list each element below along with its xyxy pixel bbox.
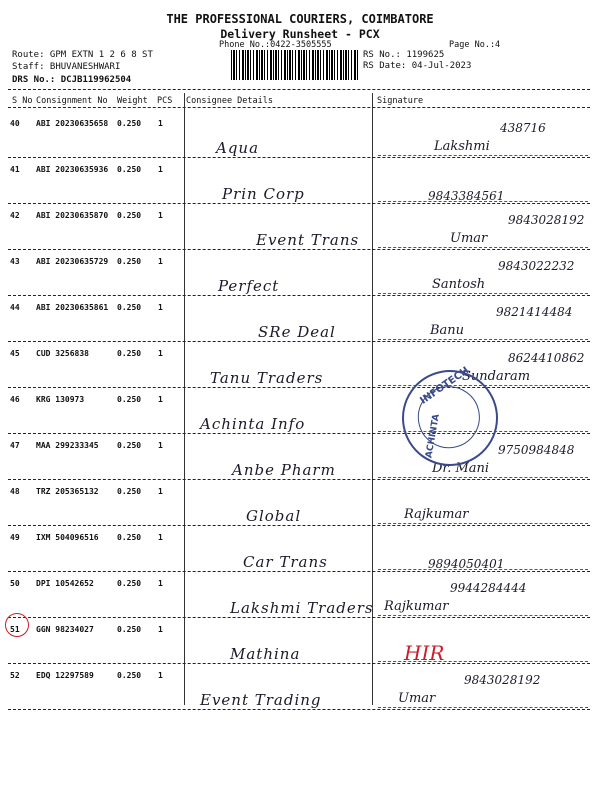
row-phone-handwriting: 9843028192: [464, 673, 541, 687]
row-weight: 0.250: [117, 441, 142, 450]
sheet-title: Delivery Runsheet - PCX: [220, 27, 380, 41]
row-pcs: 1: [158, 487, 163, 496]
row-signature: Banu: [430, 323, 465, 338]
table-row: [0, 299, 600, 345]
row-sno: 48: [10, 487, 20, 496]
row-consignment-no: ABI 20230635870: [36, 211, 109, 220]
signature-line: [378, 339, 588, 340]
row-pcs: 1: [158, 625, 163, 634]
table-row: [0, 483, 600, 529]
row-weight: 0.250: [117, 579, 142, 588]
row-consignee-handwriting: Mathina: [230, 645, 301, 663]
row-divider: [8, 203, 590, 204]
row-consignee-handwriting: Achinta Info: [200, 415, 306, 433]
row-consignee-handwriting: Prin Corp: [222, 185, 305, 203]
row-consignment-no: ABI 20230635729: [36, 257, 109, 266]
signature-line: [378, 569, 588, 570]
row-sno: 44: [10, 303, 20, 312]
row-consignment-no: ABI 20230635658: [36, 119, 109, 128]
row-weight: 0.250: [117, 533, 142, 542]
phone-number: Phone No.:0422-3505555: [219, 40, 332, 50]
row-weight: 0.250: [117, 625, 142, 634]
table-row: [0, 253, 600, 299]
row-weight: 0.250: [117, 671, 142, 680]
row-divider: [8, 387, 590, 388]
row-consignee-handwriting: Perfect: [218, 277, 280, 295]
row-pcs: 1: [158, 671, 163, 680]
row-pcs: 1: [158, 119, 163, 128]
row-consignee-handwriting: Global: [246, 507, 302, 525]
table-row: [0, 621, 600, 667]
row-signature: Sundaram: [462, 369, 531, 384]
row-divider: [8, 433, 590, 434]
row-sno: 51: [10, 625, 20, 634]
rs-date: RS Date: 04-Jul-2023: [363, 61, 472, 71]
signature-line: [378, 293, 588, 294]
col-header-consignee: Consignee Details: [186, 96, 273, 106]
drs-number: DRS No.: DCJB119962504: [12, 75, 132, 85]
row-consignment-no: IXM 504096516: [36, 533, 99, 542]
table-row: [0, 345, 600, 391]
row-divider: [8, 479, 590, 480]
table-row: [0, 575, 600, 621]
row-consignment-no: MAA 299233345: [36, 441, 99, 450]
signature-line: [378, 661, 588, 662]
row-phone-handwriting: 9843022232: [498, 259, 575, 273]
route: Route: GPM EXTN 1 2 6 8 ST: [12, 50, 153, 60]
row-divider: [8, 249, 590, 250]
row-consignee-handwriting: Tanu Traders: [210, 369, 324, 387]
row-pcs: 1: [158, 349, 163, 358]
row-divider: [8, 571, 590, 572]
row-sno: 47: [10, 441, 20, 450]
row-consignee-handwriting: SRe Deal: [258, 323, 336, 341]
row-sno: 40: [10, 119, 20, 128]
row-weight: 0.250: [117, 349, 142, 358]
row-consignment-no: DPI 10542652: [36, 579, 94, 588]
row-sno: 49: [10, 533, 20, 542]
row-signature: Rajkumar: [404, 507, 469, 522]
row-pcs: 1: [158, 303, 163, 312]
table-row: [0, 667, 600, 713]
row-sno: 50: [10, 579, 20, 588]
signature-line: [378, 523, 588, 524]
row-divider: [8, 157, 590, 158]
row-sno: 46: [10, 395, 20, 404]
row-consignment-no: ABI 20230635861: [36, 303, 109, 312]
col-header-consignment: Consignment No: [36, 96, 108, 106]
row-weight: 0.250: [117, 303, 142, 312]
table-row: [0, 437, 600, 483]
row-pcs: 1: [158, 211, 163, 220]
row-signature: Umar: [450, 231, 488, 246]
row-consignment-no: ABI 20230635936: [36, 165, 109, 174]
row-phone-handwriting: 9750984848: [498, 443, 575, 457]
row-divider: [8, 663, 590, 664]
row-weight: 0.250: [117, 487, 142, 496]
stamp-inner-ring: [413, 381, 485, 453]
header-top-divider: [8, 89, 590, 90]
row-divider: [8, 295, 590, 296]
col-header-weight: Weight: [117, 96, 148, 106]
row-consignee-handwriting: Anbe Pharm: [232, 461, 336, 479]
row-phone-handwriting: 9821414484: [496, 305, 573, 319]
row-phone-handwriting: 9894050401: [428, 557, 505, 571]
company-name: THE PROFESSIONAL COURIERS, COIMBATORE: [166, 12, 434, 26]
row-weight: 0.250: [117, 395, 142, 404]
row-consignment-no: CUD 3256838: [36, 349, 89, 358]
row-signature: Santosh: [432, 277, 486, 292]
header-bottom-divider: [8, 107, 590, 108]
row-sno: 52: [10, 671, 20, 680]
signature-line: [378, 477, 588, 478]
page-number: Page No.:4: [449, 40, 501, 50]
row-consignee-handwriting: Event Trans: [256, 231, 360, 249]
row-signature: Dr. Mani: [432, 461, 490, 476]
row-divider: [8, 341, 590, 342]
row-phone-handwriting: 9843384561: [428, 189, 505, 203]
row-pcs: 1: [158, 441, 163, 450]
row-consignee-handwriting: Aqua: [216, 139, 260, 157]
table-row: [0, 115, 600, 161]
row-pcs: 1: [158, 165, 163, 174]
row-sno: 45: [10, 349, 20, 358]
row-consignment-no: TRZ 205365132: [36, 487, 99, 496]
col-header-pcs: PCS: [157, 96, 173, 106]
row-sno: 41: [10, 165, 20, 174]
col-header-signature: Signature: [377, 96, 424, 106]
signature-line: [378, 247, 588, 248]
stamp-top-text: INFOTECH: [418, 365, 472, 407]
row-weight: 0.250: [117, 119, 142, 128]
col-header-sno: S No: [12, 96, 33, 106]
row-signature: HIR: [404, 641, 445, 665]
row-pcs: 1: [158, 257, 163, 266]
row-divider: [8, 709, 590, 710]
row-phone-handwriting: 8624410862: [508, 351, 585, 365]
row-divider: [8, 525, 590, 526]
row-signature: Umar: [398, 691, 436, 706]
row-consignee-handwriting: Event Trading: [200, 691, 322, 709]
barcode: [231, 50, 359, 80]
row-consignee-handwriting: Car Trans: [243, 553, 328, 571]
row-weight: 0.250: [117, 211, 142, 220]
row-pcs: 1: [158, 579, 163, 588]
row-51-circle-mark: [5, 613, 29, 637]
row-pcs: 1: [158, 395, 163, 404]
table-row: [0, 529, 600, 575]
table-row: [0, 161, 600, 207]
rs-number: RS No.: 1199625: [363, 50, 445, 60]
row-weight: 0.250: [117, 165, 142, 174]
row-signature: Lakshmi: [434, 139, 490, 154]
row-phone-handwriting: 438716: [500, 121, 546, 135]
staff: Staff: BHUVANESHWARI: [12, 62, 121, 72]
row-sno: 43: [10, 257, 20, 266]
row-consignment-no: KRG 130973: [36, 395, 85, 404]
stamp-side-text: ACHINTA: [424, 413, 442, 459]
row-consignee-handwriting: Lakshmi Traders: [230, 599, 374, 617]
row-consignment-no: GGN 98234027: [36, 625, 94, 634]
signature-line: [378, 201, 588, 202]
signature-line: [378, 155, 588, 156]
signature-line: [378, 707, 588, 708]
row-weight: 0.250: [117, 257, 142, 266]
signature-line: [378, 615, 588, 616]
table-row: [0, 391, 600, 437]
row-sno: 42: [10, 211, 20, 220]
row-consignment-no: EDQ 12297589: [36, 671, 94, 680]
row-phone-handwriting: 9843028192: [508, 213, 585, 227]
row-phone-handwriting: 9944284444: [450, 581, 527, 595]
row-signature: Rajkumar: [384, 599, 449, 614]
row-pcs: 1: [158, 533, 163, 542]
table-row: [0, 207, 600, 253]
row-divider: [8, 617, 590, 618]
